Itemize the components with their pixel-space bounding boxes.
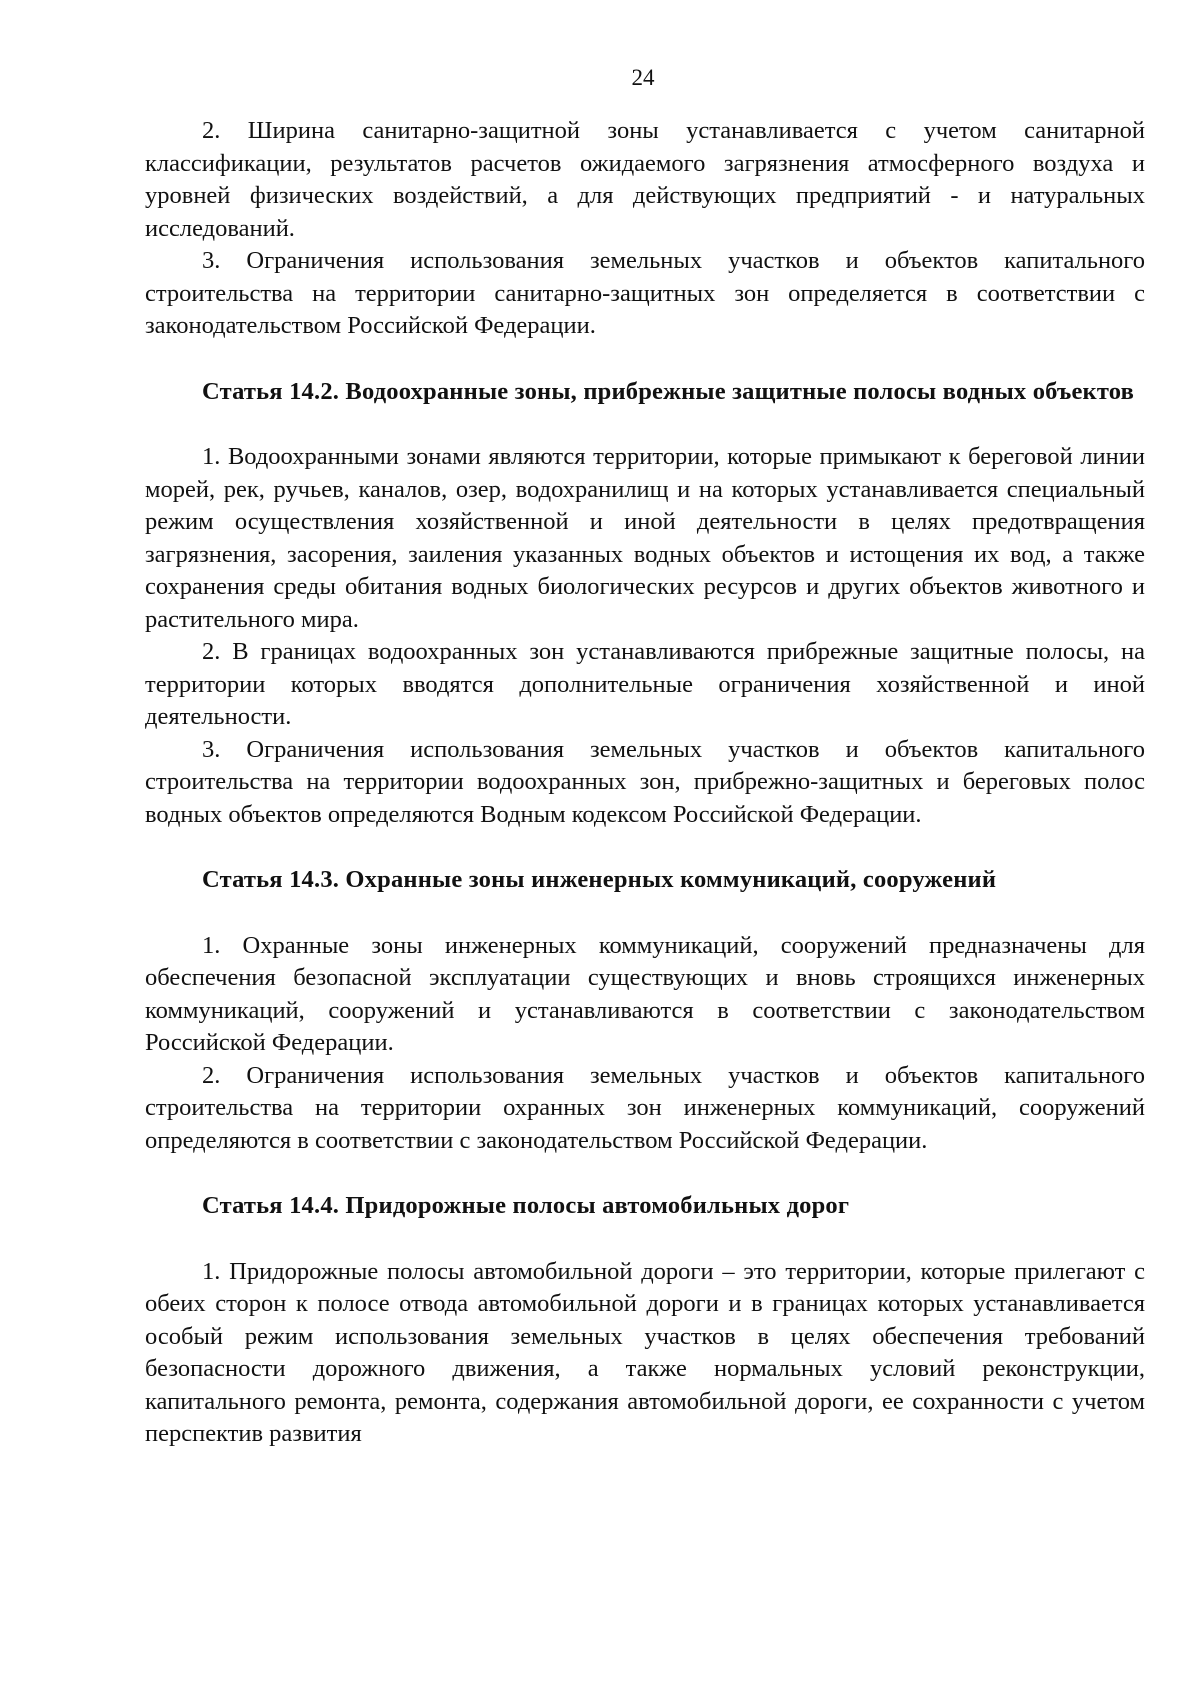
article-heading-14-4: Статья 14.4. Придорожные полосы автомобильных дорог [202, 1192, 850, 1219]
paragraph: 3. Ограничения использования земельных участков и объектов капитального строительства на территории санитарно-защитных зон определяется в соответствии с законодательством Российской Федерации. [145, 247, 1145, 339]
paragraph: 1. Придорожные полосы автомобильной дороги – это территории, которые прилегают с обеих сторон к полосе отвода автомобильной дороги и в границах которых устанавливается особый режим использования земельных участков в целях обеспечения требований безопасности дорожного движения, а также нормальных условий реконструкции, капитального ремонта, ремонта, содержания автомобильной дороги, ее сохранности с учетом перспектив развития [145, 1257, 1145, 1447]
paragraph: 2. В границах водоохранных зон устанавливаются прибрежные защитные полосы, на территории которых вводятся дополнительные ограничения хозяйственной и иной деятельности. [145, 638, 1145, 730]
page-number: 24 [631, 65, 655, 90]
article-heading-14-2: Статья 14.2. Водоохранные зоны, прибрежные защитные полосы водных объектов [202, 377, 1135, 405]
paragraph: 2. Ограничения использования земельных участков и объектов капитального строительства на территории охранных зон инженерных коммуникаций, сооружений определяются в соответствии с законодательством Российской Федерации. [145, 1061, 1145, 1154]
document-body [145, 115, 1145, 1451]
paragraph: 1. Охранные зоны инженерных коммуникаций, сооружений предназначены для обеспечения безопасной эксплуатации существующих и вновь строящихся инженерных коммуникаций, сооружений и устанавливаются в соответствии с законодательством Российской Федерации. [145, 931, 1145, 1056]
paragraph: 3. Ограничения использования земельных участков и объектов капитального строительства на территории водоохранных зон, прибрежно-защитных и береговых полос водных объектов определяются Водным кодексом Российской Федерации. [145, 735, 1145, 828]
paragraph: 1. Водоохранными зонами являются территории, которые примыкают к береговой линии морей, рек, ручьев, каналов, озер, водохранилищ и на которых устанавливается специальный режим осуществления хозяйственной и иной деятельности в целях предотвращения загрязнения, засорения, заиления указанных водных объектов и истощения их вод, а также сохранения среды обитания водных биологических ресурсов и других объектов животного и растительного мира. [145, 443, 1145, 633]
paragraph: 2. Ширина санитарно-защитной зоны устанавливается с учетом санитарной классификации, результатов расчетов ожидаемого загрязнения атмосферного воздуха и уровней физических воздействий, а для действующих предприятий - и натуральных исследований. [145, 117, 1145, 242]
article-heading-14-3: Статья 14.3. Охранные зоны инженерных коммуникаций, сооружений [202, 866, 997, 893]
